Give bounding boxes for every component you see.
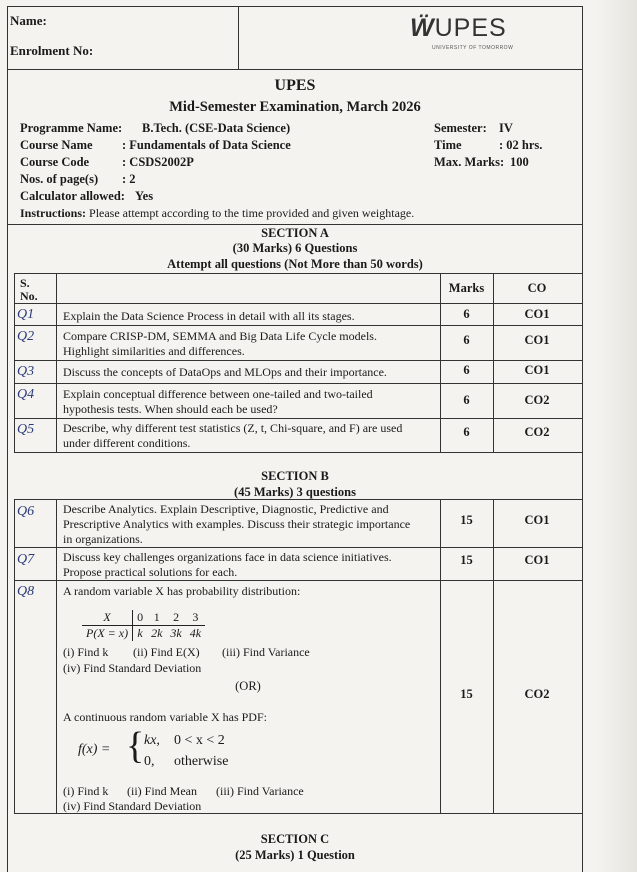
question-part: (iii) Find Variance [222, 645, 310, 659]
semester-value: IV [499, 121, 513, 135]
question-co: CO1 [524, 363, 550, 377]
upes-logo [410, 14, 514, 51]
pdf-case: kx, [144, 733, 160, 748]
question-text: Describe Analytics. Explain Descriptive, Diagnostic, Predictive and [63, 502, 389, 516]
time-label: Time [434, 138, 462, 152]
question-text: Explain the Data Science Process in detail with all its stages. [63, 309, 355, 323]
calculator-label: Calculator allowed: [20, 189, 125, 203]
semester-label: Semester: [434, 121, 487, 135]
x-value: 0 [133, 610, 148, 626]
logo-wordmark: ẄUPES [410, 14, 507, 42]
p-header: P(X = x) [82, 626, 133, 642]
question-text: Prescriptive Analytics with examples. Discuss their strategic importance [63, 517, 411, 531]
question-marks: 6 [463, 393, 470, 407]
university-title: UPES [274, 77, 316, 94]
pages-label: Nos. of page(s) [20, 172, 99, 186]
question-co: CO2 [524, 687, 550, 701]
section-a-title: SECTION A [261, 226, 329, 240]
question-part: (i) Find k [63, 784, 109, 798]
question-co: CO1 [524, 553, 550, 567]
question-part: (ii) Find E(X) [133, 645, 200, 659]
question-text: A random variable X has probability distribution: [63, 584, 301, 598]
question-text: Compare CRISP-DM, SEMMA and Big Data Life Cycle models. [63, 329, 377, 343]
x-value: 3 [186, 610, 205, 626]
question-co: CO2 [524, 425, 550, 439]
question-number: Q8 [17, 584, 35, 599]
question-number: Q6 [17, 504, 35, 519]
question-part: (iv) Find Standard Deviation [63, 661, 202, 675]
pdf-function: f(x) = [78, 742, 111, 757]
question-text: Discuss the concepts of DataOps and MLOps and their importance. [63, 365, 387, 379]
question-number: Q5 [17, 422, 35, 437]
header-divider [238, 7, 239, 69]
page-shadow [597, 0, 637, 872]
section-a-subtitle: (30 Marks) 6 Questions [232, 241, 358, 255]
course-code-value: : CSDS2002P [122, 155, 194, 169]
pdf-condition: 0 < x < 2 [174, 733, 225, 748]
table-rule [14, 418, 582, 419]
question-number: Q4 [17, 387, 35, 402]
question-marks: 15 [460, 687, 473, 701]
question-text: Explain conceptual difference between one-tailed and two-tailed [63, 387, 373, 401]
table-rule [14, 452, 582, 453]
col-marks: Marks [448, 281, 485, 295]
max-marks-value: 100 [510, 155, 529, 169]
pages-value: : 2 [122, 172, 136, 186]
question-co: CO2 [524, 393, 550, 407]
p-value: k [137, 626, 143, 640]
section-c-title: SECTION C [260, 832, 330, 846]
table-rule [14, 325, 582, 326]
instructions-text: Please attempt according to the time provided and given weightage. [89, 206, 415, 220]
col-sno-2: No. [20, 289, 38, 303]
course-name-value: : Fundamentals of Data Science [122, 138, 291, 152]
max-marks-label: Max. Marks: [434, 155, 505, 169]
table-rule [14, 547, 582, 548]
section-c-subtitle: (25 Marks) 1 Question [235, 848, 355, 862]
table-rule [14, 499, 582, 500]
course-code-label: Course Code [20, 155, 90, 169]
question-text: Discuss key challenges organizations face in data science initiatives. [63, 550, 392, 564]
p-value: 2k [151, 626, 163, 640]
enrolment-label: Enrolment No: [10, 43, 94, 58]
instructions [20, 206, 414, 221]
question-text: in organizations. [63, 532, 143, 546]
x-value: 2 [166, 610, 185, 626]
table-rule [14, 580, 582, 581]
col-sno: S. [20, 276, 30, 290]
question-part: (iii) Find Variance [216, 784, 304, 798]
question-co: CO1 [524, 333, 550, 347]
question-marks: 6 [463, 425, 470, 439]
question-text: A continuous random variable X has PDF: [63, 710, 267, 724]
question-marks: 6 [463, 307, 470, 321]
probability-table [82, 610, 205, 641]
brace-symbol: { [126, 725, 145, 767]
p-value: 4k [189, 626, 202, 640]
or-separator: (OR) [235, 679, 261, 693]
question-number: Q2 [17, 329, 35, 344]
time-value: : 02 hrs. [499, 138, 543, 152]
instructions-label: Instructions: [20, 206, 87, 220]
question-part: (iv) Find Standard Deviation [63, 799, 202, 813]
table-col-line [56, 273, 57, 452]
question-marks: 6 [463, 363, 470, 377]
question-marks: 15 [460, 513, 473, 527]
table-rule [14, 273, 582, 274]
pdf-case: 0, [144, 754, 155, 769]
p-value: 3k [170, 626, 182, 640]
question-text: Highlight similarities and differences. [63, 344, 245, 358]
question-number: Q3 [17, 364, 35, 379]
question-part: (ii) Find Mean [127, 784, 197, 798]
table-rule [14, 383, 582, 384]
table-rule [14, 813, 582, 814]
calculator-value: Yes [135, 189, 154, 203]
question-number: Q1 [17, 307, 35, 322]
question-marks: 15 [460, 553, 473, 567]
question-text: Propose practical solutions for each. [63, 565, 238, 579]
section-b-title: SECTION B [261, 469, 329, 483]
x-value: 1 [147, 610, 166, 626]
pdf-condition: otherwise [174, 754, 229, 769]
x-header: X [82, 610, 133, 626]
question-text: Describe, why different test statistics (Z, t, Chi-square, and F) are used [63, 421, 403, 435]
programme-label: Programme Name: [20, 121, 123, 135]
col-co: CO [527, 281, 547, 295]
section-a-note: Attempt all questions (Not More than 50 words) [167, 257, 423, 271]
question-marks: 6 [463, 333, 470, 347]
question-number: Q7 [17, 552, 35, 567]
divider [7, 224, 583, 225]
question-co: CO1 [524, 513, 550, 527]
table-col-line [14, 273, 15, 452]
question-text: under different conditions. [63, 436, 191, 450]
question-part: (i) Find k [63, 645, 109, 659]
question-co: CO1 [524, 307, 550, 321]
programme-value: B.Tech. (CSE-Data Science) [142, 121, 291, 135]
exam-title: Mid-Semester Examination, March 2026 [169, 99, 421, 115]
name-label: Name: [10, 13, 47, 28]
logo-tagline: UNIVERSITY OF TOMORROW [432, 45, 514, 51]
section-b-subtitle: (45 Marks) 3 questions [234, 485, 356, 499]
table-rule [14, 360, 582, 361]
course-name-label: Course Name [20, 138, 93, 152]
table-rule [14, 303, 582, 304]
question-text: hypothesis tests. When should each be used? [63, 402, 278, 416]
